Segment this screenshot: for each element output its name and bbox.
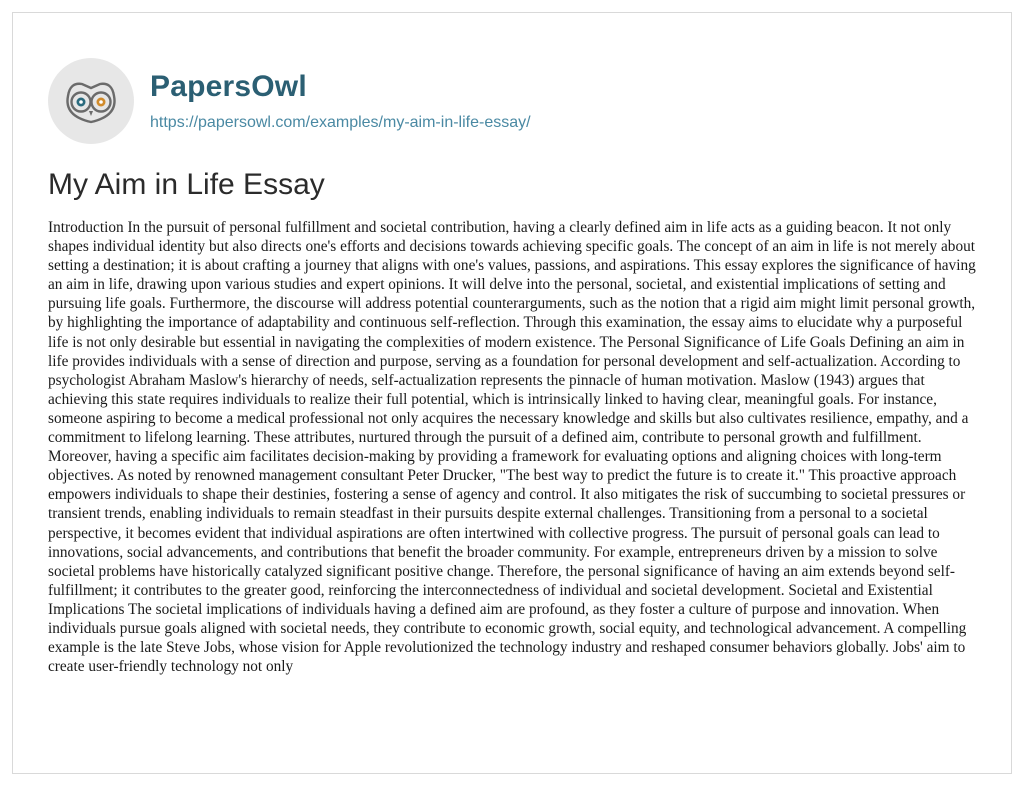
- owl-logo-icon: [48, 58, 134, 144]
- essay-title: My Aim in Life Essay: [48, 168, 325, 201]
- brand-block: [150, 70, 531, 132]
- brand-name[interactable]: PapersOwl: [150, 70, 307, 103]
- source-url-link[interactable]: https://papersowl.com/examples/my-aim-in-life-essay/: [150, 114, 531, 131]
- essay-body: Introduction In the pursuit of personal fulfillment and societal contribution, having a clearly defined aim in life acts as a guiding beacon. It not only shapes individual identity but also directs one's efforts and decisions towards achieving specific goals. The concept of an aim in life is not merely about setting a destination; it is about crafting a journey that aligns with one's values, passions, and aspirations. This essay explores the significance of having an aim in life, drawing upon various studies and expert opinions. It will delve into the personal, societal, and existential implications of setting and pursuing life goals. Furthermore, the discourse will address potential counterarguments, such as the notion that a rigid aim might limit personal growth, by highlighting the importance of adaptability and continuous self-reflection. Through this examination, the essay aims to elucidate why a purposeful life is not only desirable but essential in navigating the complexities of modern existence. The Personal Significance of Life Goals Defining an aim in life provides individuals with a sense of direction and purpose, serving as a foundation for personal development and self-actualization. According to psychologist Abraham Maslow's hierarchy of needs, self-actualization represents the pinnacle of human motivation. Maslow (1943) argues that achieving this state requires individuals to realize their full potential, which is intrinsically linked to having clear, meaningful goals. For instance, someone aspiring to become a medical professional not only acquires the necessary knowledge and skills but also cultivates resilience, empathy, and a commitment to lifelong learning. These attributes, nurtured through the pursuit of a defined aim, contribute to personal growth and fulfillment. Moreover, having a specific aim facilitates decision-making by providing a framework for evaluating options and aligning choices with long-term objectives. As noted by renowned management consultant Peter Drucker, "The best way to predict the future is to create it." This proactive approach empowers individuals to shape their destinies, fostering a sense of agency and control. It also mitigates the risk of succumbing to societal pressures or transient trends, enabling individuals to remain steadfast in their pursuits despite external challenges. Transitioning from a personal to a societal perspective, it becomes evident that individual aspirations are often intertwined with collective progress. The pursuit of personal goals can lead to innovations, social advancements, and contributions that benefit the broader community. For example, entrepreneurs driven by a mission to solve societal problems have historically catalyzed significant positive change. Therefore, the personal significance of having an aim extends beyond self-fulfillment; it contributes to the greater good, reinforcing the interconnectedness of individual and societal development. Societal and Existential Implications The societal implications of individuals having a defined aim are profound, as they foster a culture of purpose and innovation. When individuals pursue goals aligned with societal needs, they contribute to economic growth, social equity, and technological advancement. A compelling example is the late Steve Jobs, whose vision for Apple revolutionized the technology industry and reshaped consumer behaviors globally. Jobs' aim to create user-friendly technology not only: [48, 219, 976, 676]
- header: [48, 56, 531, 146]
